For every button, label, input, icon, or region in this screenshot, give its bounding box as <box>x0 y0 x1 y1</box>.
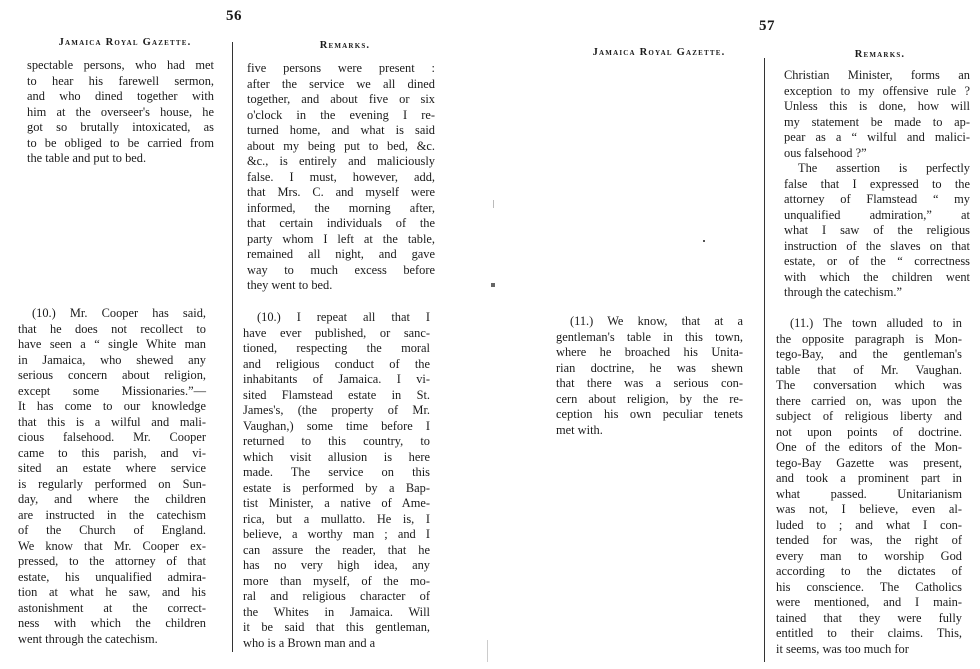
left-remarks-top <box>247 61 435 294</box>
text-line: &c., is entirely and maliciously <box>247 154 435 168</box>
left-gazette-header: Jamaica Royal Gazette. <box>58 37 192 48</box>
text-line: can assure the reader, that he <box>243 542 430 557</box>
text-line: was not, I believe, even al- <box>776 502 962 516</box>
text-line: luded to ; and what I con- <box>776 517 962 532</box>
right-remarks-para11 <box>776 316 962 657</box>
text-line: that he does not recollect to <box>18 321 206 336</box>
text-line: that this is a wilful and mali- <box>18 414 206 429</box>
text-line: to hear his farewell sermon, <box>27 73 214 88</box>
text-line: informed, the morning after, <box>247 200 435 215</box>
text-line: estate is performed by a Bap- <box>243 480 430 495</box>
text-line: not upon points of doctrine. <box>776 424 962 439</box>
text-line: is regularly performed on Sun- <box>18 476 206 491</box>
right-gazette-para11 <box>556 314 743 438</box>
text-line: ous falsehood ?” <box>784 145 867 160</box>
text-line: estate, his unqualified admira- <box>18 569 206 584</box>
gutter-mark <box>493 200 494 208</box>
text-line: One of the editors of the Mon- <box>776 440 962 454</box>
text-line: inhabitants of Jamaica. I vi- <box>243 372 430 386</box>
text-line: according to the dictates of <box>776 564 962 578</box>
text-line: came to this parish, and vi- <box>18 445 206 460</box>
text-line: gentleman's table in this town, <box>556 329 743 344</box>
text-line: party whom I left at the table, <box>247 231 435 246</box>
text-line: him at the overseer's house, he <box>27 104 214 119</box>
text-line: table that of Mr. Vaughan. <box>776 362 962 377</box>
left-gazette-top <box>27 58 214 167</box>
text-line: has no very high idea, any <box>243 558 430 572</box>
text-line: estate, or of the “ correctness <box>784 254 970 268</box>
text-line: returned to this country, to <box>243 434 430 448</box>
text-line: the Whites in Jamaica. Will <box>243 604 430 619</box>
text-line: serious concern about religion, <box>18 368 206 382</box>
text-line: It has come to our knowledge <box>18 399 206 413</box>
text-line: in Jamaica, who shewed any <box>18 352 206 367</box>
right-column-rule <box>764 58 765 662</box>
right-remarks-header: Remarks. <box>854 49 906 60</box>
text-line: ral and religious character of <box>243 589 430 603</box>
text-line: except some Missionaries.”— <box>18 383 206 398</box>
left-remarks-para10 <box>243 310 430 651</box>
text-line: pear as a “ wilful and malici- <box>784 130 970 144</box>
text-line: and religious conduct of the <box>243 356 430 371</box>
text-line: attorney of Flamstead “ my <box>784 192 970 206</box>
text-line: about my being put to bed, &c. <box>247 138 435 153</box>
text-line: and took a prominent part in <box>776 471 962 485</box>
gutter-mark <box>487 640 488 662</box>
text-line: met with. <box>556 422 603 437</box>
text-line: to be obliged to be carried from <box>27 135 214 150</box>
text-line: (10.) I repeat all that I <box>257 310 430 324</box>
text-line: rian doctrine, he was shewn <box>556 360 743 375</box>
text-line: tego-Bay Gazette was present, <box>776 455 962 470</box>
text-line: what passed. Unitarianism <box>776 486 962 501</box>
text-line: The assertion is perfectly <box>798 161 970 175</box>
text-line: after the service we all dined <box>247 76 435 91</box>
text-line: tion at what he saw, and his <box>18 585 206 599</box>
text-line: entitled to their claims. This, <box>776 626 962 640</box>
text-line: instruction of the slaves on that <box>784 238 970 253</box>
text-line: have seen a “ single White man <box>18 337 206 351</box>
text-line: the opposite paragraph is Mon- <box>776 331 962 346</box>
text-line: ness with which the children <box>18 616 206 630</box>
text-line: sited Flamstead estate in St. <box>243 387 430 402</box>
text-line: remained all night, and gave <box>247 247 435 261</box>
gutter-mark <box>491 283 495 287</box>
text-line: tego-Bay, and the gentleman's <box>776 347 962 361</box>
left-remarks-header: Remarks. <box>319 40 371 51</box>
right-gazette-header: Jamaica Royal Gazette. <box>592 47 726 58</box>
left-column-rule <box>232 42 233 652</box>
text-line: with which the children went <box>784 269 970 284</box>
text-line: cious falsehood. Mr. Cooper <box>18 430 206 444</box>
text-line: day, and where the children <box>18 492 206 506</box>
text-line: sited an estate where service <box>18 461 206 475</box>
text-line: of the Church of England. <box>18 523 206 537</box>
text-line: exception to my offensive rule ? <box>784 83 970 98</box>
left-page-number: 56 <box>226 8 242 24</box>
text-line: o'clock in the evening I re- <box>247 107 435 122</box>
text-line: are instructed in the catechism <box>18 507 206 522</box>
text-line: false. I must, however, add, <box>247 169 435 184</box>
text-line: false that I expressed to the <box>784 176 970 191</box>
text-line: way to much excess before <box>247 262 435 277</box>
text-line: every man to worship God <box>776 548 962 563</box>
text-line: James's, (the property of Mr. <box>243 403 430 417</box>
text-line: The conversation which was <box>776 378 962 392</box>
text-line: five persons were present : <box>247 61 435 75</box>
text-line: spectable persons, who had met <box>27 58 214 72</box>
text-line: turned home, and what is said <box>247 123 435 137</box>
text-line: what I saw of the religious <box>784 223 970 237</box>
text-line: that Mrs. C. and myself were <box>247 185 435 199</box>
text-line: tained that they were fully <box>776 610 962 625</box>
text-line: (11.) The town alluded to in <box>790 316 962 330</box>
text-line: his conscience. The Catholics <box>776 579 962 594</box>
text-line: were mentioned, and I main- <box>776 595 962 609</box>
text-line: unqualified admiration,” at <box>784 207 970 222</box>
text-line: subject of religious liberty and <box>776 409 962 423</box>
text-line: cern about religion, by the re- <box>556 391 743 406</box>
text-line: there carried on, was upon the <box>776 393 962 408</box>
text-line: the table and put to bed. <box>27 151 147 165</box>
gutter-mark <box>703 240 705 242</box>
right-page-number: 57 <box>759 18 775 34</box>
text-line: got so brutally intoxicated, as <box>27 120 214 134</box>
text-line: We know that Mr. Cooper ex- <box>18 538 206 553</box>
text-line: tended for was, the right of <box>776 533 962 547</box>
text-line: it be said that this gentleman, <box>243 620 430 634</box>
text-line: it seems, was too much for <box>776 641 909 656</box>
text-line: believe, a worthy man ; and I <box>243 527 430 541</box>
text-line: through the catechism.” <box>784 285 903 299</box>
text-line: ception his own peculiar tenets <box>556 407 743 421</box>
text-line: more than myself, of the mo- <box>243 573 430 588</box>
text-line: and who dined together with <box>27 89 214 103</box>
text-line: tioned, respecting the moral <box>243 341 430 355</box>
text-line: Christian Minister, forms an <box>784 68 970 82</box>
right-remarks-top <box>784 68 970 301</box>
text-line: who is a Brown man and a <box>243 635 376 650</box>
text-line: they went to bed. <box>247 278 333 292</box>
text-line: (10.) Mr. Cooper has said, <box>32 306 206 320</box>
text-line: Vaughan,) some time before I <box>243 418 430 433</box>
text-line: Unless this is done, how will <box>784 99 970 113</box>
left-gazette-para10 <box>18 306 206 647</box>
text-line: tist Minister, a native of Ame- <box>243 496 430 510</box>
text-line: that there was a serious con- <box>556 376 743 390</box>
text-line: have ever published, or sanc- <box>243 325 430 340</box>
text-line: together, and about five or six <box>247 92 435 106</box>
text-line: (11.) We know, that at a <box>570 314 743 328</box>
text-line: astonishment at the correct- <box>18 600 206 615</box>
text-line: rica, but a mullatto. He is, I <box>243 511 430 526</box>
text-line: that certain individuals of the <box>247 216 435 230</box>
text-line: which visit allusion is here <box>243 449 430 464</box>
text-line: went through the catechism. <box>18 631 158 646</box>
text-line: my statement be made to ap- <box>784 114 970 129</box>
text-line: made. The service on this <box>243 465 430 479</box>
text-line: pressed, to the attorney of that <box>18 554 206 568</box>
text-line: where he broached his Unita- <box>556 345 743 359</box>
